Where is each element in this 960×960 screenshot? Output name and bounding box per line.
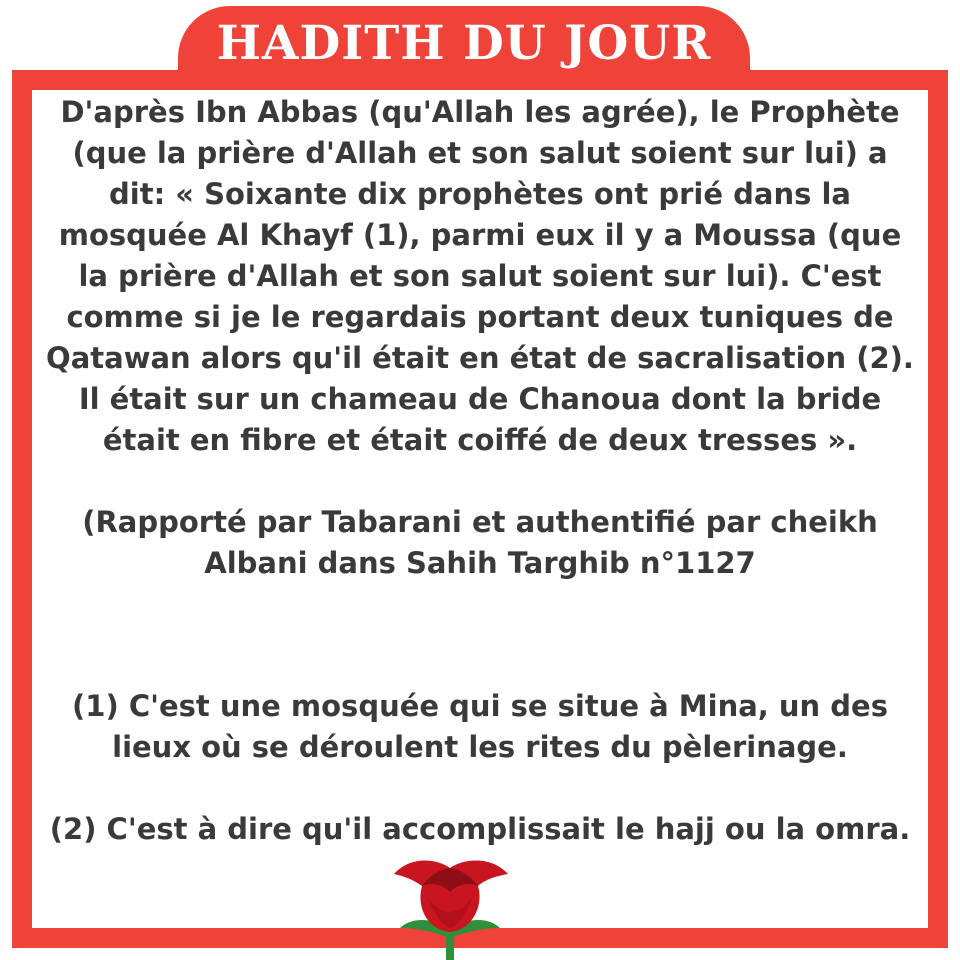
footnote-2: (2) C'est à dire qu'il accomplissait le hajj ou la omra. xyxy=(49,812,911,846)
hadith-content xyxy=(40,92,920,850)
hadith-source: (Rapporté par Tabarani et authentifié par cheikh Albani dans Sahih Targhib n°1127 xyxy=(82,505,878,580)
footnote-1: (1) C'est une mosquée qui se situe à Mina, un des lieux où se déroulent les rites du pèlerinage. xyxy=(72,689,888,764)
rose-icon xyxy=(380,846,520,960)
page-title: HADITH DU JOUR xyxy=(216,16,712,71)
hadith-text: D'après Ibn Abbas (qu'Allah les agrée), le Prophète (que la prière d'Allah et son salut soient sur lui) a dit: « Soixante dix prophètes ont prié dans la mosquée Al Khayf (1), parmi eux il y a Moussa (que la prière d'Allah et son salut soient sur lui). C'est comme si je le regardais portant deux tuniques de Qatawan alors qu'il était en état de sacralisation (2). Il était sur un chameau de Chanoua dont la bride était en fibre et était coiffé de deux tresses ». xyxy=(46,95,914,457)
